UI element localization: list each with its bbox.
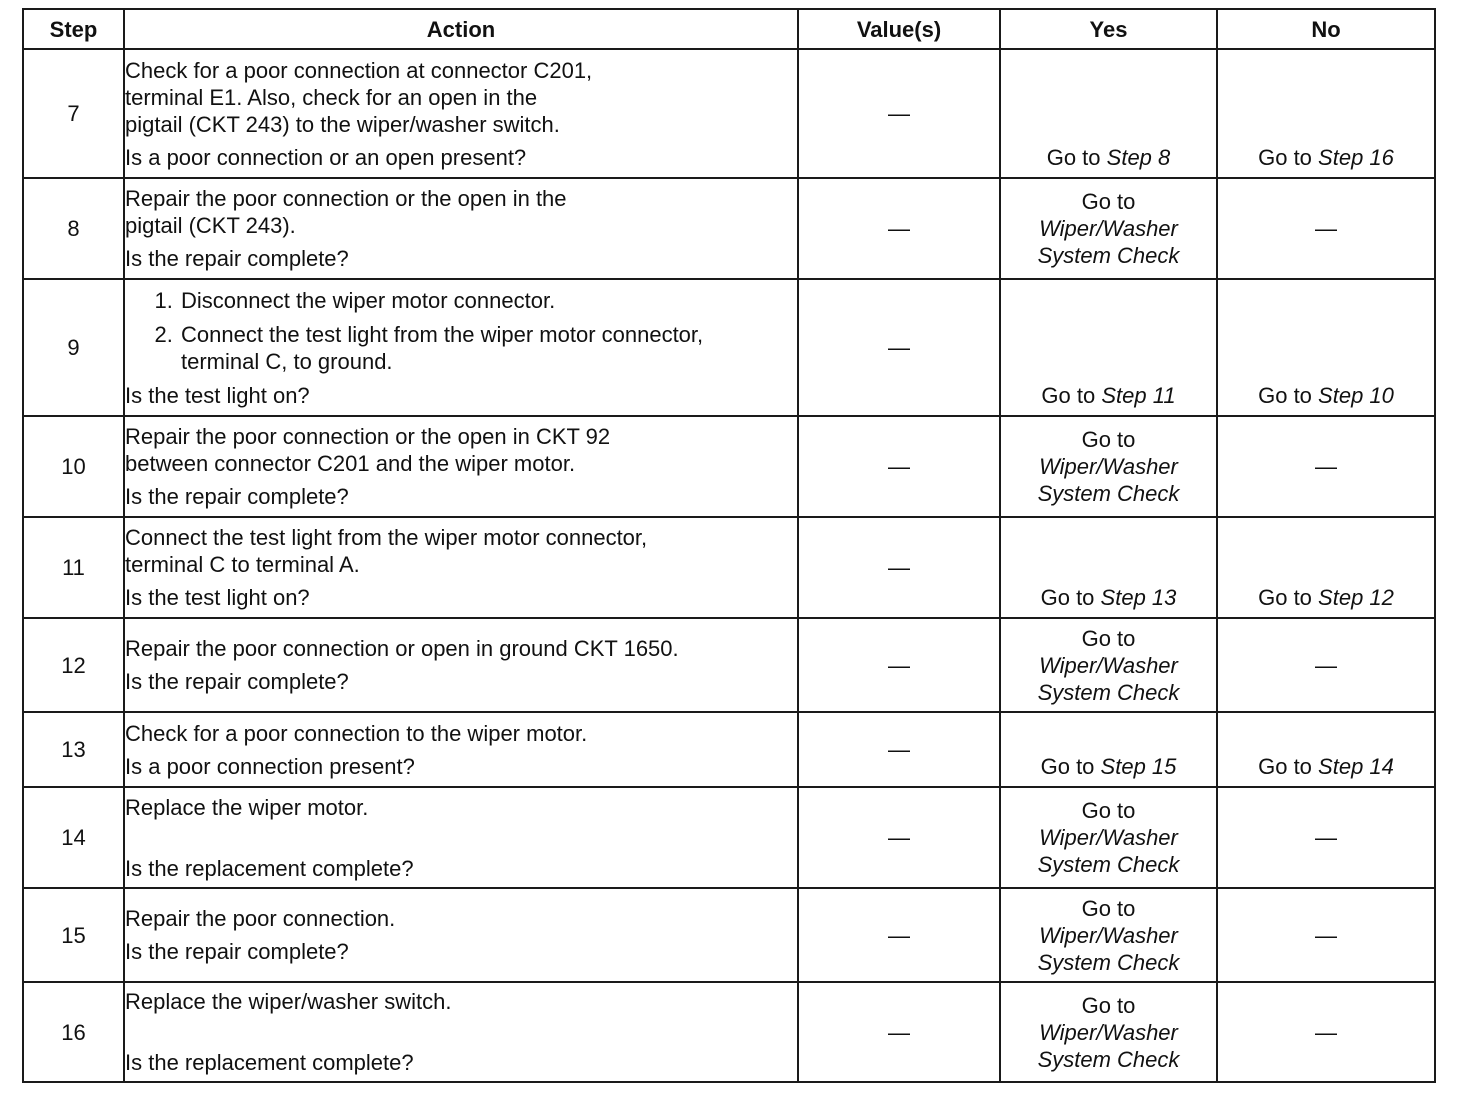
action-cell (124, 618, 798, 712)
no-cell (1217, 279, 1435, 416)
action-text: between connector C201 and the wiper motor. (125, 451, 576, 476)
goto-prefix: Go to (1040, 754, 1095, 779)
table-row (23, 888, 1435, 982)
header-step: Step (23, 9, 124, 49)
yes-cell (1000, 279, 1217, 416)
value-cell (798, 888, 1000, 982)
action-text: Replace the wiper/washer switch. (125, 989, 452, 1014)
action-cell (124, 787, 798, 888)
no-dash: — (1315, 216, 1337, 241)
wiper-check-line2: System Check (1037, 481, 1180, 506)
step-number: 15 (23, 888, 124, 982)
action-question: Is the replacement complete? (125, 1050, 414, 1075)
yes-goto-system-check (1038, 895, 1180, 976)
list-item (179, 321, 797, 375)
action-question: Is the repair complete? (125, 939, 349, 964)
yes-goto-system-check (1038, 426, 1180, 507)
wiper-check-line1: Wiper/Washer (1039, 922, 1178, 948)
no-dash: — (1315, 454, 1337, 479)
value-cell (798, 279, 1000, 416)
value-cell (798, 982, 1000, 1082)
table-row (23, 279, 1435, 416)
value-dash: — (888, 555, 910, 580)
table-row (23, 712, 1435, 787)
goto-prefix: Go to (1258, 585, 1312, 610)
value-dash: — (888, 825, 910, 850)
yes-cell (1000, 517, 1217, 618)
action-question: Is the repair complete? (125, 484, 349, 509)
header-no: No (1217, 9, 1435, 49)
wiper-check-line2: System Check (1037, 852, 1180, 877)
step-number: 16 (23, 982, 124, 1082)
table-row (23, 982, 1435, 1082)
no-cell (1217, 618, 1435, 712)
diagnostic-table (22, 8, 1436, 1083)
step-number: 7 (23, 49, 124, 178)
no-goto-step: Step 12 (1318, 585, 1394, 610)
wiper-check-line1: Wiper/Washer (1039, 454, 1178, 479)
table-row (23, 787, 1435, 888)
list-item-text: Disconnect the wiper motor connector. (181, 287, 556, 313)
step-number: 10 (23, 416, 124, 517)
action-text: Check for a poor connection at connector C201, (125, 57, 593, 83)
action-text: terminal E1. Also, check for an open in the (125, 84, 538, 110)
action-question: Is the test light on? (125, 585, 310, 610)
action-cell (124, 888, 798, 982)
action-cell (124, 49, 798, 178)
goto-prefix: Go to (1258, 383, 1312, 408)
action-question: Is the repair complete? (125, 246, 349, 271)
step-number: 12 (23, 618, 124, 712)
yes-cell (1000, 618, 1217, 712)
table-row (23, 416, 1435, 517)
value-cell (798, 517, 1000, 618)
wiper-check-line2: System Check (1037, 1046, 1180, 1072)
goto-prefix: Go to (1081, 427, 1136, 452)
yes-cell (1000, 982, 1217, 1082)
yes-cell (1000, 49, 1217, 178)
table-row (23, 517, 1435, 618)
no-goto-step: Step 16 (1318, 145, 1394, 170)
goto-prefix: Go to (1081, 992, 1136, 1018)
action-cell (124, 416, 798, 517)
no-cell (1217, 517, 1435, 618)
wiper-check-line2: System Check (1037, 679, 1180, 705)
no-cell (1217, 49, 1435, 178)
no-dash: — (1315, 1019, 1337, 1045)
yes-goto-system-check (1038, 797, 1180, 878)
action-text: terminal C to terminal A. (125, 552, 360, 577)
list-item (179, 287, 797, 314)
action-text: Repair the poor connection or the open in the (125, 186, 567, 211)
action-list (125, 287, 797, 375)
wiper-check-line2: System Check (1037, 949, 1180, 975)
action-text: Repair the poor connection or open in ground CKT 1650. (125, 636, 679, 661)
action-text: Repair the poor connection. (125, 906, 396, 931)
no-goto-step: Step 10 (1318, 383, 1394, 408)
action-text: Connect the test light from the wiper motor connector, (125, 525, 648, 550)
no-cell (1217, 787, 1435, 888)
goto-prefix: Go to (1258, 754, 1312, 779)
header-action: Action (124, 9, 798, 49)
action-cell (124, 982, 798, 1082)
step-number: 13 (23, 712, 124, 787)
action-cell (124, 517, 798, 618)
value-dash: — (888, 652, 910, 678)
value-cell (798, 787, 1000, 888)
action-cell (124, 279, 798, 416)
value-cell (798, 178, 1000, 279)
action-question: Is a poor connection or an open present? (125, 144, 527, 170)
yes-goto-system-check (1038, 625, 1180, 706)
table-row (23, 178, 1435, 279)
step-number: 11 (23, 517, 124, 618)
yes-goto-step: Step 15 (1100, 754, 1177, 779)
action-text: Check for a poor connection to the wiper motor. (125, 720, 588, 746)
action-text: pigtail (CKT 243). (125, 213, 296, 238)
action-question: Is a poor connection present? (125, 753, 415, 779)
action-cell (124, 178, 798, 279)
yes-cell (1000, 888, 1217, 982)
wiper-check-line1: Wiper/Washer (1039, 825, 1178, 850)
no-dash: — (1315, 922, 1337, 948)
wiper-check-line1: Wiper/Washer (1039, 652, 1178, 678)
value-dash: — (888, 335, 910, 360)
yes-goto-step: Step 8 (1106, 145, 1171, 170)
list-item-text: terminal C, to ground. (181, 348, 393, 374)
header-values: Value(s) (798, 9, 1000, 49)
yes-cell (1000, 712, 1217, 787)
header-row (23, 9, 1435, 49)
value-cell (798, 416, 1000, 517)
wiper-check-line1: Wiper/Washer (1039, 216, 1178, 241)
goto-prefix: Go to (1081, 798, 1136, 823)
no-cell (1217, 416, 1435, 517)
yes-goto-step: Step 11 (1101, 383, 1176, 408)
no-goto-step: Step 14 (1318, 754, 1394, 779)
action-text: Replace the wiper motor. (125, 794, 369, 820)
no-cell (1217, 178, 1435, 279)
list-item-text: Connect the test light from the wiper motor connector, (181, 321, 704, 347)
value-dash: — (888, 216, 910, 241)
wiper-check-line1: Wiper/Washer (1039, 1019, 1178, 1045)
step-number: 9 (23, 279, 124, 416)
value-cell (798, 712, 1000, 787)
value-dash: — (888, 922, 910, 948)
no-cell (1217, 888, 1435, 982)
yes-goto-system-check (1038, 188, 1180, 269)
no-dash: — (1315, 652, 1337, 678)
goto-prefix: Go to (1046, 145, 1101, 170)
step-number: 14 (23, 787, 124, 888)
value-dash: — (888, 737, 910, 762)
header-yes: Yes (1000, 9, 1217, 49)
table-row (23, 49, 1435, 178)
action-question: Is the repair complete? (125, 669, 349, 694)
yes-goto-step: Step 13 (1100, 585, 1177, 610)
no-cell (1217, 982, 1435, 1082)
value-dash: — (888, 1019, 910, 1045)
yes-cell (1000, 178, 1217, 279)
value-cell (798, 49, 1000, 178)
yes-goto-system-check (1038, 992, 1180, 1073)
value-dash: — (888, 454, 910, 479)
goto-prefix: Go to (1081, 895, 1136, 921)
yes-cell (1000, 416, 1217, 517)
value-dash: — (888, 101, 910, 126)
action-question: Is the test light on? (125, 382, 310, 408)
no-dash: — (1315, 825, 1337, 850)
action-cell (124, 712, 798, 787)
yes-cell (1000, 787, 1217, 888)
action-text: pigtail (CKT 243) to the wiper/washer switch. (125, 111, 560, 137)
wiper-check-line2: System Check (1037, 243, 1180, 268)
goto-prefix: Go to (1081, 189, 1136, 214)
goto-prefix: Go to (1040, 585, 1095, 610)
table-row (23, 618, 1435, 712)
value-cell (798, 618, 1000, 712)
action-question: Is the replacement complete? (125, 855, 414, 881)
step-number: 8 (23, 178, 124, 279)
no-cell (1217, 712, 1435, 787)
goto-prefix: Go to (1258, 145, 1312, 170)
goto-prefix: Go to (1081, 625, 1136, 651)
action-text: Repair the poor connection or the open in CKT 92 (125, 424, 611, 449)
goto-prefix: Go to (1041, 383, 1096, 408)
